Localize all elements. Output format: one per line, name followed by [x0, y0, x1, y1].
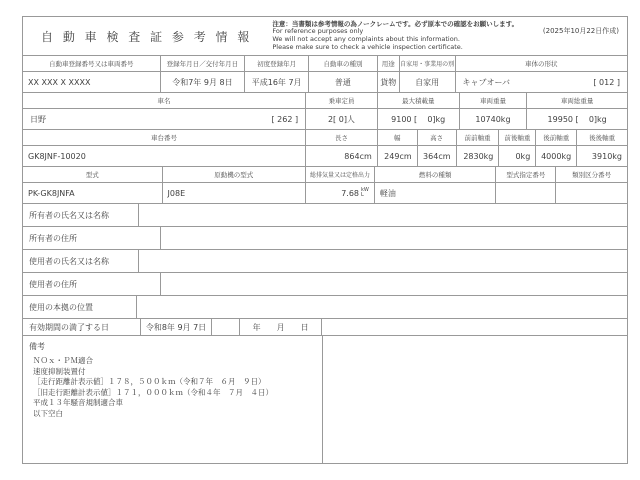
vehicle-name-value: [23, 109, 306, 129]
notice-english-line: We will not accept any complaints about this information.: [272, 35, 460, 43]
vehicle-name-value-row: [23, 109, 627, 130]
document-header: [22, 16, 628, 56]
notice-english-line: Please make sure to check a vehicle inspection certificate.: [272, 42, 463, 51]
remarks-line: ＮＯｘ・ＰＭ適合: [33, 356, 93, 365]
remarks-cell: [23, 336, 323, 463]
header-length: 長さ: [306, 130, 378, 145]
vehicle-kind-value: 普通: [309, 72, 378, 92]
user-address-row: [23, 273, 627, 296]
vehicle-inspection-reference-document: [22, 16, 628, 464]
header-gross-weight: 車両総重量: [560, 97, 594, 105]
owner-name-value: [139, 204, 627, 226]
header-axle-rear-front: 後前軸重: [536, 130, 577, 145]
remarks-section: [23, 336, 627, 463]
owner-name-row: [23, 204, 627, 227]
remarks-line: ［走行距離計表示値］１７８，５００ｋｍ（令和７年 ６月 ９日）: [33, 377, 266, 386]
maker-code: [ 262 ]: [271, 114, 299, 124]
user-name-label: 使用者の氏名又は名称: [23, 250, 139, 272]
first-registration-value: 平成16年 7月: [245, 72, 309, 92]
base-location-value: [137, 296, 627, 318]
power-number: 7.68: [341, 188, 359, 198]
validity-expiration-row: [23, 319, 627, 336]
header-axle-front-front: 前前軸重: [457, 130, 500, 145]
notice-block: [272, 21, 518, 51]
header-registration-date: 登録年月日／交付年月日: [161, 56, 246, 71]
base-location-row: [23, 296, 627, 319]
remarks-empty-cell: [323, 336, 627, 463]
remarks-line: 速度抑制装置付: [33, 366, 86, 376]
type-designation-number-value: [496, 183, 556, 203]
header-capacity: 乗車定員: [306, 93, 378, 108]
user-name-row: [23, 250, 627, 273]
header-registration-number: 自動車登録番号又は車両番号: [23, 56, 161, 71]
certificate-table: [22, 56, 628, 464]
header-engine-model: 原動機の型式: [163, 167, 307, 182]
owner-address-label: 所有者の住所: [23, 227, 161, 249]
header-displacement-output: 総排気量又は定格出力: [306, 167, 375, 182]
header-type-designation-number: 型式指定番号: [496, 167, 556, 182]
owner-address-value: [161, 227, 627, 249]
height-value: 364cm: [418, 146, 457, 166]
chassis-header-row: [23, 130, 627, 146]
base-location-label: 使用の本拠の位置: [23, 296, 137, 318]
header-height: 高さ: [418, 130, 457, 145]
power-unit-l: L: [361, 192, 364, 198]
header-vehicle-kind: 自動車の種別: [309, 56, 378, 71]
header-width: 幅: [378, 130, 418, 145]
registration-header-row: [23, 56, 627, 72]
header-axle-front-rear: 前後軸重: [499, 130, 536, 145]
remarks-line: ［旧走行距離計表示値］１７１，０００ｋｍ（令和４年 ７月 ４日）: [33, 387, 273, 397]
body-shape-value: [456, 72, 627, 92]
width-value: 249cm: [378, 146, 418, 166]
header-private-business: 自家用・事業用の別: [400, 56, 456, 71]
axle-rear-rear-value: 3910kg: [591, 151, 622, 161]
header-chassis-number: 車台番号: [23, 130, 306, 145]
fuel-type-value: 軽油: [375, 183, 497, 203]
owner-name-label: 所有者の氏名又は名称: [23, 204, 139, 226]
remarks-line: 平成１３年騒音規制適合車: [33, 398, 123, 407]
registration-number-value: XX XXX X XXXX: [23, 72, 161, 92]
body-shape-name: キャブオーバ: [462, 77, 511, 87]
header-use: 用途: [378, 56, 400, 71]
private-business-value: 自家用: [400, 72, 456, 92]
header-vehicle-name: 車名: [23, 93, 306, 108]
power-unit-kw: kW: [361, 187, 369, 194]
header-classification-number: 類別区分番号: [572, 171, 612, 179]
classification-number-value: [556, 183, 627, 203]
header-first-registration: 初度登録年月: [245, 56, 309, 71]
user-name-value: [139, 250, 627, 272]
model-value-row: [23, 183, 627, 204]
header-vehicle-weight: 車両重量: [460, 93, 528, 108]
validity-blank-date: 年 月 日: [240, 319, 322, 335]
model-code-value: PK-GK8JNFA: [23, 183, 163, 203]
vehicle-weight-value: 10740kg: [460, 109, 528, 129]
body-shape-code: [ 012 ]: [593, 77, 620, 87]
registration-value-row: [23, 72, 627, 93]
capacity-value: 2[ 0]人: [306, 109, 378, 129]
page-title: 自 動 車 検 査 証 参 考 情 報: [41, 29, 253, 44]
header-max-load: 最大積載量: [378, 93, 460, 108]
validity-empty-cell: [212, 319, 240, 335]
length-value: 864cm: [306, 146, 378, 166]
chassis-number-value: GK8JNF-10020: [23, 146, 306, 166]
vehicle-name-header-row: [23, 93, 627, 109]
notice-japanese: 注意：当書類は参考情報の為ノークレームです。必ず原本での確認をお願いします。: [272, 19, 519, 28]
maker-name: 日野: [30, 114, 46, 124]
validity-date-value: 令和8年 9月 7日: [141, 319, 213, 335]
header-model: 型式: [23, 167, 163, 182]
user-address-value: [161, 273, 627, 295]
registration-date-value: 令和7年 9月 8日: [161, 72, 246, 92]
use-value: 貨物: [378, 72, 400, 92]
max-load-value: 9100 [ 0]kg: [378, 109, 460, 129]
model-header-row: [23, 167, 627, 183]
header-fuel-type: 燃料の種類: [375, 167, 497, 182]
axle-rear-front-value: 4000kg: [536, 146, 577, 166]
header-axle-rear-rear: 後後軸重: [589, 134, 616, 142]
remarks-line: 以下空白: [33, 408, 63, 418]
validity-label: 有効期間の満了する日: [23, 319, 141, 335]
chassis-value-row: [23, 146, 627, 167]
displacement-output-value: [306, 183, 375, 203]
axle-front-front-value: 2830kg: [457, 146, 500, 166]
user-address-label: 使用者の住所: [23, 273, 161, 295]
axle-front-rear-value: 0kg: [499, 146, 536, 166]
remarks-label: 備考: [29, 342, 45, 351]
created-date: (2025年10月22日作成): [542, 27, 619, 35]
validity-trailing-empty-cell: [322, 319, 627, 335]
gross-weight-value: 19950 [ 0]kg: [547, 114, 607, 124]
engine-model-value: J08E: [163, 183, 307, 203]
notice-english-line: For reference purposes only: [272, 27, 364, 36]
power-unit-stack: [361, 188, 369, 198]
header-body-shape: 車体の形状: [525, 60, 558, 68]
owner-address-row: [23, 227, 627, 250]
